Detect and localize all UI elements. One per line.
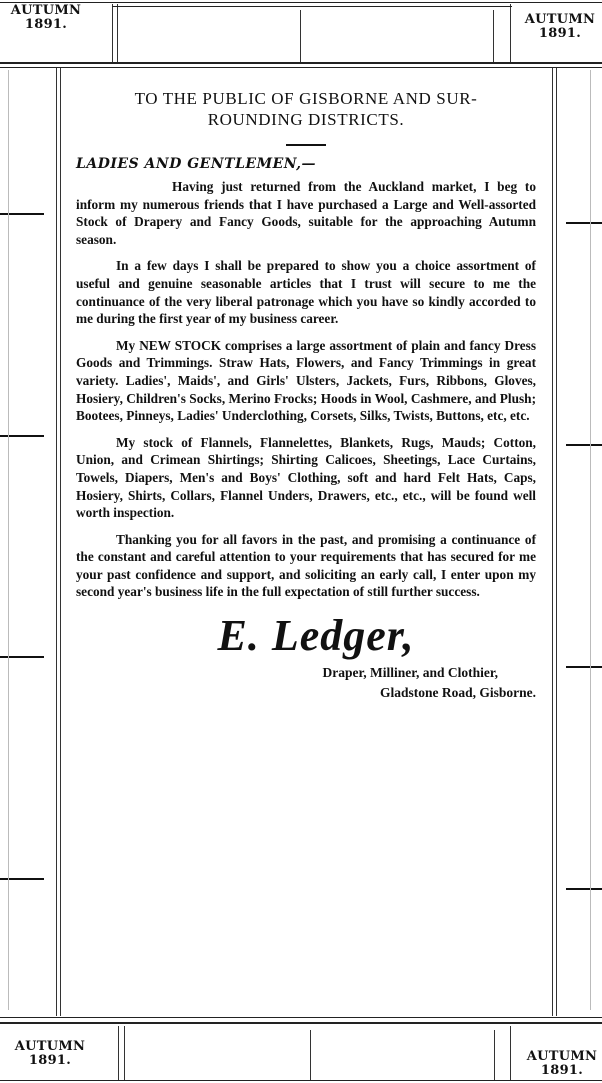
top-box-divider: [300, 10, 301, 62]
bottom-band-rule: [0, 1022, 602, 1024]
top-band-rule: [0, 62, 602, 64]
signature-title: Draper, Milliner, and Clothier,: [322, 665, 498, 681]
bottom-box-divider: [124, 1026, 125, 1080]
headline: [76, 88, 536, 130]
top-box-divider: [510, 4, 511, 62]
paragraph-choice-assortment: In a few days I shall be prepared to show you a choice assortment of useful and genuine seasonable articles that I trust will secure to me the continuance of the very liberal patronage which you have so kindly accorded to me during the first year of my business career.: [76, 258, 536, 327]
top-left-year: 1891.: [24, 16, 68, 32]
headline-line-2: ROUNDING DISTRICTS.: [207, 110, 405, 129]
left-outer-border-thin: [60, 68, 61, 1016]
right-column-tick: [566, 444, 602, 446]
right-outer-border: [552, 68, 553, 1016]
top-left-autumn: AUTUMN: [10, 3, 82, 18]
salutation: LADIES AND GENTLEMEN,—: [76, 156, 317, 172]
signature: E. Ledger,: [217, 611, 415, 661]
bottom-band-rule-thin: [0, 1017, 602, 1018]
left-column-tick: [0, 656, 44, 658]
paragraph-flannels: My stock of Flannels, Flannelettes, Blankets, Rugs, Mauds; Cotton, Union, and Crimean Shirtings; Shirting Calicoes, Sheetings, Lace Curtains, Towels, Diapers, Men's and Boys' Clothing, soft and hard Felt Hats, Caps, Hosiery, Shirts, Collars, Flannel Unders, Drawers, etc., etc., will be found well worth inspection.: [76, 434, 536, 521]
bottom-box-divider: [494, 1030, 495, 1080]
right-column-tick: [566, 222, 602, 224]
bottom-right-autumn: AUTUMN: [526, 1049, 598, 1064]
paragraph-new-stock: My NEW STOCK comprises a large assortment of plain and fancy Dress Goods and Trimmings. Straw Hats, Flowers, and Fancy Trimmings in great variety. Ladies', Maids', and Girls' Ulsters, Jackets, Furs, Ribbons, Gloves, Hosiery, Children's Socks, Merino Frocks; Hoods in Wool, Cashmere, and Plush; Bootees, Pinneys, Ladies' Underclothing, Corsets, Silks, Twists, Buttons, etc, etc.: [76, 337, 536, 424]
top-box-divider: [493, 10, 494, 62]
top-right-year: 1891.: [538, 25, 582, 41]
bottom-left-autumn: AUTUMN: [14, 1039, 86, 1054]
top-rule: [0, 2, 602, 3]
paragraph-return-from-auckland: Having just returned from the Auckland market, I beg to inform my numerous friends that I have purchased a Large and Well-assorted Stock of Drapery and Fancy Goods, suitable for the approaching Autumn season.: [76, 179, 536, 247]
advertisement: [76, 88, 536, 703]
bottom-left-season-label: [10, 1040, 90, 1067]
bottom-box-divider: [510, 1026, 511, 1080]
bottom-rule: [0, 1080, 602, 1081]
right-edge-rule: [590, 70, 591, 1010]
right-column-tick: [566, 666, 602, 668]
headline-line-1: TO THE PUBLIC OF GISBORNE AND SUR-: [134, 89, 478, 108]
top-box-divider: [112, 4, 113, 62]
top-left-season-label: [6, 4, 86, 31]
bottom-left-year: 1891.: [28, 1052, 72, 1068]
top-band-rule-thin: [0, 67, 602, 68]
left-edge-rule: [8, 70, 9, 1010]
top-box-divider: [117, 4, 118, 62]
bottom-box-divider: [118, 1026, 119, 1080]
headline-divider: [286, 144, 326, 146]
advertisement-body: [76, 178, 536, 601]
right-column-tick: [566, 888, 602, 890]
bottom-box-divider: [310, 1030, 311, 1080]
right-outer-border-thin: [556, 68, 557, 1016]
left-column-tick: [0, 878, 44, 880]
top-box-rule: [112, 6, 512, 7]
top-right-season-label: [518, 13, 602, 40]
bottom-right-year: 1891.: [540, 1062, 584, 1078]
left-column-tick: [0, 435, 44, 437]
bottom-right-season-label: [522, 1050, 602, 1077]
paragraph-thanking-you: Thanking you for all favors in the past, and promising a continuance of the constant and careful attention to your requirements that has secured for me your past confidence and support, and soliciting an early call, I enter upon my second year's business life in the full expectation of still further success.: [76, 531, 536, 600]
left-column-tick: [0, 213, 44, 215]
signature-address: Gladstone Road, Gisborne.: [379, 685, 536, 701]
top-right-autumn: AUTUMN: [524, 12, 596, 27]
left-outer-border: [56, 68, 57, 1016]
